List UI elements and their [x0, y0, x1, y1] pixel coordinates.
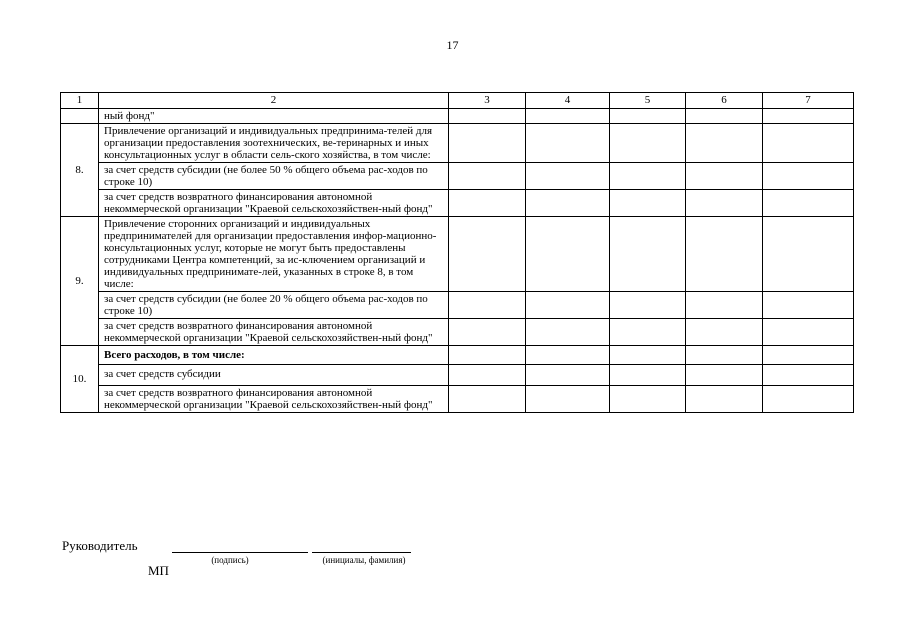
column-header-4: 4	[526, 93, 610, 109]
signature-line	[172, 552, 308, 553]
name-caption: (инициалы, фамилия)	[322, 555, 406, 565]
row10-total: Всего расходов, в том числе:	[99, 346, 449, 365]
table-row	[61, 124, 854, 163]
row9-subsidy: за счет средств субсидии (не более 20 % общего объема рас-ходов по строке 10)	[99, 292, 449, 319]
row-number-9: 9.	[61, 217, 99, 346]
column-header-5: 5	[610, 93, 686, 109]
table-row	[61, 292, 854, 319]
row9-refundable-funding: за счет средств возвратного финансирования автономной некоммерческой организации "Краевой сельскохозяйствен-ный фонд"	[99, 319, 449, 346]
expense-table	[60, 92, 854, 413]
row8-description: Привлечение организаций и индивидуальных предпринима-телей для организации предоставления зоотехнических, ве-теринарных и иных консультационных услуг в области сель-ского хозяйства, в том числе:	[99, 124, 449, 163]
table-header-row	[61, 93, 854, 109]
column-header-7: 7	[763, 93, 854, 109]
row-number-cell	[61, 109, 99, 124]
column-header-1: 1	[61, 93, 99, 109]
row8-subsidy: за счет средств субсидии (не более 50 % общего объема рас-ходов по строке 10)	[99, 163, 449, 190]
table-row	[61, 386, 854, 413]
column-header-6: 6	[686, 93, 763, 109]
table-row	[61, 346, 854, 365]
column-header-3: 3	[449, 93, 526, 109]
table-row	[61, 109, 854, 124]
row8-refundable-funding: за счет средств возвратного финансирования автономной некоммерческой организации "Краевой сельскохозяйствен-ный фонд"	[99, 190, 449, 217]
row10-subsidy: за счет средств субсидии	[99, 365, 449, 386]
name-line	[312, 552, 411, 553]
row10-refundable-funding: за счет средств возвратного финансирования автономной некоммерческой организации "Краевой сельскохозяйствен-ный фонд"	[99, 386, 449, 413]
page-number: 17	[446, 38, 459, 52]
table-row	[61, 319, 854, 346]
table-row	[61, 163, 854, 190]
column-header-2: 2	[99, 93, 449, 109]
continuation-text: ный фонд"	[99, 109, 449, 124]
head-label: Руководитель	[62, 538, 138, 553]
signature-caption: (подпись)	[211, 555, 249, 565]
table-row	[61, 217, 854, 292]
row-number-8: 8.	[61, 124, 99, 217]
row-number-10: 10.	[61, 346, 99, 413]
row9-description: Привлечение сторонних организаций и индивидуальных предпринимателей для организации предоставления инфор-мационно-консультационных услуг, которые не могут быть предоставлены сотрудниками Центра компетенций, за ис-ключением организаций и индивидуальных предпринимате-лей, указанных в строке 8, в том числе:	[99, 217, 449, 292]
stamp-label: МП	[148, 563, 169, 578]
table-row	[61, 365, 854, 386]
table-row	[61, 190, 854, 217]
